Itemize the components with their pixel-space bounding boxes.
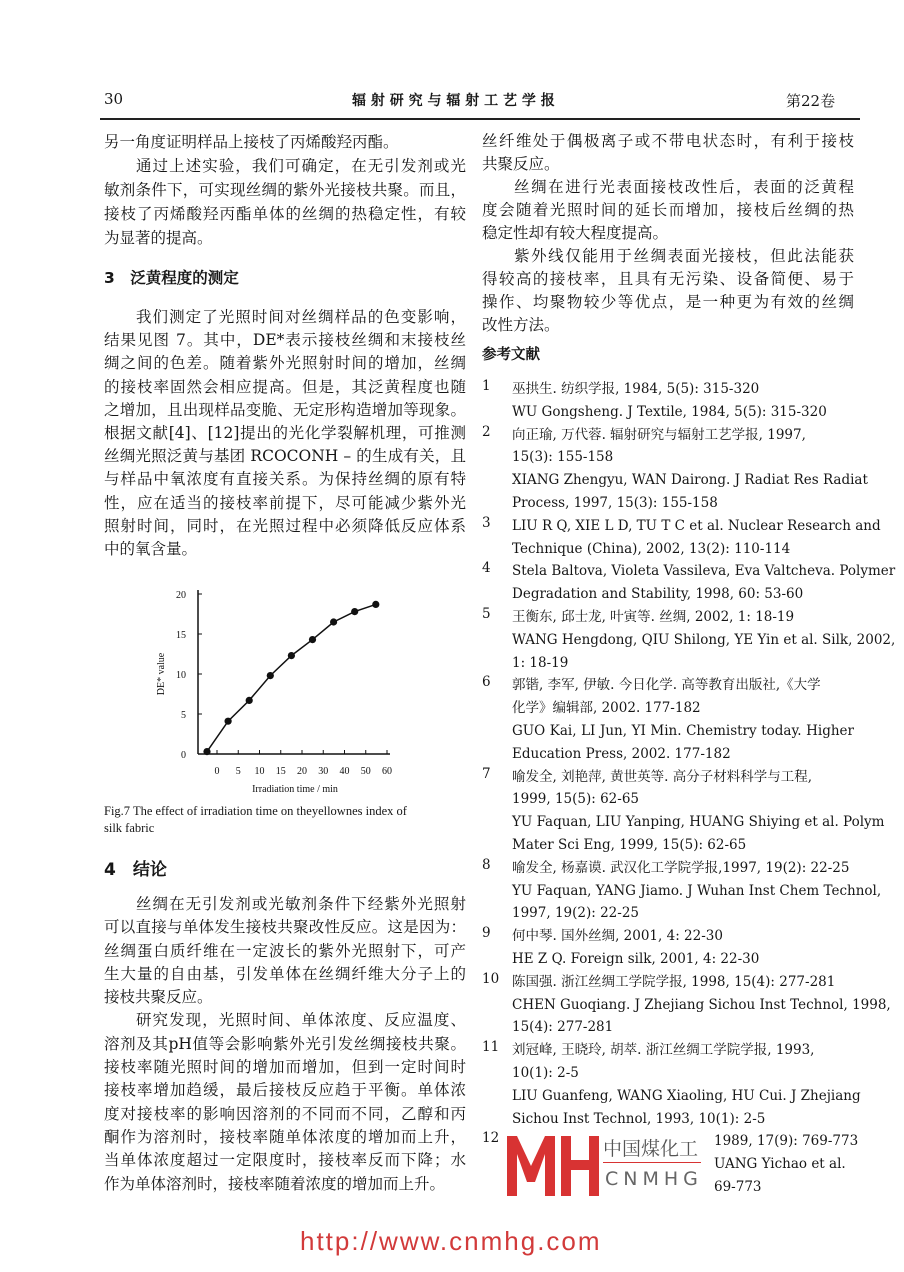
reference-line: 喻发全, 杨嘉谟. 武汉化工学院学报,1997, 19(2): 22-25 [512,859,850,876]
text-line: 与样品中氧浓度有直接关系。为保持丝绸的原有特 [104,470,466,489]
reference-line: LIU Guanfeng, WANG Xiaoling, HU Cui. J Zhejiang [512,1087,861,1104]
reference-item [482,1039,861,1130]
reference-line: 10(1): 2-5 [512,1064,579,1081]
reference-line: 刘冠峰, 王晓玲, 胡萃. 浙江丝绸工学院学报, 1993, [512,1042,815,1059]
text-line: 稳定性却有较大程度提高。 [482,224,669,242]
section-3-heading: 3 泛黄程度的测定 [104,269,239,287]
data-line [207,604,376,751]
reference-number: 7 [482,765,491,782]
data-point [246,697,253,704]
reference-line: YU Faquan, YANG Jiamo. J Wuhan Inst Chem Technol, [512,882,882,899]
text-line: 性，应在适当的接枝率前提下，尽可能减少紫外光 [104,493,466,512]
reference-line: Education Press, 2002. 177-182 [512,745,731,762]
reference-line: 1997, 19(2): 22-25 [512,905,639,922]
header-rule [100,118,860,120]
reference-number: 4 [482,560,491,577]
y-tick-label: 10 [176,670,186,681]
reference-item [482,605,896,674]
data-point [203,748,210,755]
text-line: 为显著的提高。 [104,229,213,247]
x-axis-label: Irradiation time / min [252,784,338,795]
data-point [225,718,232,725]
right-paragraph [482,130,854,337]
text-line: 中的氧含量。 [104,540,198,559]
text-line: 操作、均聚物较少等优点，是一种更为有效的丝绸 [482,293,854,311]
x-tick-label: 20 [297,766,307,777]
text-line: 结果见图 7。其中，DE*表示接枝丝绸和末接枝丝 [104,331,466,350]
reference-number: 12 [482,1130,500,1147]
reference-line: 69-773 [714,1178,762,1195]
reference-line: 1999, 15(5): 62-65 [512,791,639,808]
reference-line: 何中琴. 国外丝绸, 2001, 4: 22-30 [512,928,723,945]
text-line: 的接枝率固然会相应提高。但是，其泛黄程度也随 [104,377,466,396]
text-line: 可以直接与单体发生接枝共聚改性反应。这是因为： [104,918,466,937]
reference-line: 陈国强. 浙江丝绸工学院学报, 1998, 15(4): 277-281 [512,973,836,990]
x-tick-label: 40 [339,766,350,777]
watermark: http://www.cnmhg.com [300,1226,602,1256]
page-number: 30 [104,90,124,108]
text-line: 改性方法。 [482,316,560,334]
x-tick-label: 60 [382,766,392,777]
y-tick-label: 15 [176,630,186,641]
reference-number: 6 [482,674,491,691]
reference-line: 1: 18-19 [512,654,569,671]
reference-line: 巫拱生. 纺织学报, 1984, 5(5): 315-320 [512,381,760,397]
text-line: 紫外线仅能用于丝绸表面光接枝，但此法能获 [514,247,854,265]
text-line: 接枝了丙烯酸羟丙酯单体的丝绸的热稳定性，有较 [104,205,466,223]
text-line: 根据文献[4]、[12]提出的光化学裂解机理，可推测 [104,424,466,443]
reference-item [482,378,854,424]
mh-logo-icon [505,1132,601,1198]
reference-item [482,765,885,857]
reference-number: 2 [482,423,491,440]
references-heading: 参考文献 [482,347,540,363]
x-tick-label: 15 [275,766,286,777]
x-tick-label: 5 [235,766,241,777]
data-point [288,652,295,659]
journal-title: 辐 射 研 究 与 辐 射 工 艺 学 报 [352,93,555,109]
reference-line: 1989, 17(9): 769-773 [714,1133,859,1150]
logo-text-en: CNMHG [605,1168,703,1190]
reference-number: 8 [482,856,491,873]
reference-line: YU Faquan, LIU Yanping, HUANG Shiying et al. Polym [512,814,885,831]
reference-number: 1 [482,378,491,394]
data-point [351,608,358,615]
reference-line: 向正瑜, 万代蓉. 辐射研究与辐射工艺学报, 1997, [512,426,806,443]
y-axis-label: DE* value [156,652,167,696]
reference-line: Mater Sci Eng, 1999, 15(5): 62-65 [512,836,747,853]
reference-list [482,378,896,1199]
x-tick-label: 0 [214,766,220,777]
reference-line: CHEN Guoqiang. J Zhejiang Sichou Inst Technol, 1998, [512,996,891,1013]
text-line: 生大量的自由基，引发单体在丝绸纤维大分子上的 [104,964,466,983]
figure-7-chart [140,580,460,795]
reference-item [482,970,891,1039]
reference-line: WU Gongsheng. J Textile, 1984, 5(5): 315-320 [512,403,827,420]
left-paragraph-2 [104,306,466,561]
reference-line: Technique (China), 2002, 13(2): 110-114 [512,540,791,557]
text-line: 敏剂条件下，可实现丝绸的紫外光接枝共聚。而且， [104,181,466,199]
text-line: 丝纤维处于偶极离子或不带电状态时，有利于接枝 [482,132,854,150]
reference-item [482,925,854,971]
text-line: 度对接枝率的影响因溶剂的不同而不同，乙醇和丙 [104,1104,466,1123]
data-point [309,636,316,643]
reference-number: 10 [482,970,500,987]
reference-line: Stela Baltova, Violeta Vassileva, Eva Valtcheva. Polymer [512,563,896,580]
text-line: 共聚反应。 [482,155,560,173]
reference-line: Process, 1997, 15(3): 155-158 [512,494,718,511]
x-tick-label: 30 [318,766,329,777]
caption-line: Fig.7 The effect of irradiation time on theyellownes index of [104,804,407,818]
y-tick-label: 0 [181,750,186,761]
text-line: 照射时间，同时，在光照过程中必须降低反应体系 [104,516,466,535]
reference-number: 9 [482,925,491,942]
text-line: 得较高的接枝率，且具有无污染、设备简便、易于 [482,270,854,288]
data-point [267,672,274,679]
reference-line: 喻发全, 刘艳萍, 黄世英等. 高分子材料科学与工程, [512,768,813,785]
reference-line: UANG Yichao et al. [714,1156,846,1173]
data-point [330,618,337,625]
reference-line: Degradation and Stability, 1998, 60: 53-60 [512,586,804,603]
text-line: 丝绸蛋白质纤维在一定波长的紫外光照射下，可产 [104,941,466,960]
reference-item [482,423,868,515]
section-4-heading: 4 结论 [104,860,167,880]
text-line: 之增加，且出现样品变脆、无定形构造增加等现象。 [104,400,466,419]
text-line: 接枝率增加趋缓，最后接枝反应趋于平衡。单体浓 [104,1081,466,1100]
text-line: 接枝共聚反应。 [104,988,213,1007]
reference-line: 15(4): 277-281 [512,1019,614,1036]
reference-item [482,856,882,925]
text-line: 酮作为溶剂时，接枝率随单体浓度的增加而上升， [104,1127,466,1146]
text-line: 另一角度证明样品上接枝了丙烯酸羟丙酯。 [104,133,399,151]
reference-line: 15(3): 155-158 [512,449,614,466]
text-line: 作为单体溶剂时，接枝率随着浓度的增加而上升。 [104,1174,446,1193]
text-line: 溶剂及其pH值等会影响紫外光引发丝绸接枝共聚。 [104,1034,466,1053]
reference-item [482,560,896,606]
reference-line: XIANG Zhengyu, WAN Dairong. J Radiat Res Radiat [512,472,868,489]
reference-line: LIU R Q, XIE L D, TU T C et al. Nuclear Research and [512,517,881,534]
cnmhg-logo [505,1132,705,1202]
text-line: 丝绸在进行光表面接枝改性后，表面的泛黄程 [514,178,854,196]
text-line: 通过上述实验，我们可确定，在无引发剂或光 [136,157,466,175]
text-line: 绸之间的色差。随着紫外光照射时间的增加，丝绸 [104,354,466,373]
figure-caption [104,803,407,837]
y-tick-label: 5 [181,710,186,721]
text-line: 度会随着光照时间的延长而增加，接枝后丝绸的热 [482,201,854,219]
text-line: 研究发现，光照时间、单体浓度、反应温度、 [136,1011,466,1030]
text-line: 当单体浓度超过一定限度时，接枝率反而下降；水 [104,1151,466,1170]
left-paragraph-3 [104,893,466,1196]
reference-item [482,674,854,765]
caption-line: silk fabric [104,821,155,835]
reference-line: WANG Hengdong, QIU Shilong, YE Yin et al. Silk, 2002, [512,631,896,648]
x-tick-label: 50 [360,766,371,777]
text-line: 接枝率随光照时间的增加而增加，但到一定时间时 [104,1058,466,1077]
reference-line: 化学》编辑部, 2002. 177-182 [512,700,701,717]
volume-label: 第22卷 [786,92,836,110]
y-tick-label: 20 [176,590,186,601]
reference-line: GUO Kai, LI Jun, YI Min. Chemistry today. Higher [512,722,854,739]
text-line: 丝绸光照泛黄与基团 RCOCONH – 的生成有关，且 [104,447,466,466]
left-paragraph-1 [104,130,466,250]
data-point [372,601,379,608]
reference-number: 5 [482,605,491,622]
reference-line: 郭锴, 李军, 伊敏. 今日化学. 高等教育出版社,《大学 [512,677,821,694]
reference-line: Sichou Inst Technol, 1993, 10(1): 2-5 [512,1110,766,1127]
text-line: 我们测定了光照时间对丝绸样品的色变影响， [136,308,466,326]
reference-line: 王衡东, 邱士龙, 叶寅等. 丝绸, 2002, 1: 18-19 [512,608,795,625]
reference-number: 11 [482,1039,500,1056]
x-tick-label: 10 [254,766,265,777]
logo-text-cn: 中国煤化工 [603,1138,699,1160]
reference-line: HE Z Q. Foreign silk, 2001, 4: 22-30 [512,950,760,967]
text-line: 丝绸在无引发剂或光敏剂条件下经紫外光照射 [136,895,466,913]
reference-item [482,514,881,561]
reference-number: 3 [482,514,491,531]
